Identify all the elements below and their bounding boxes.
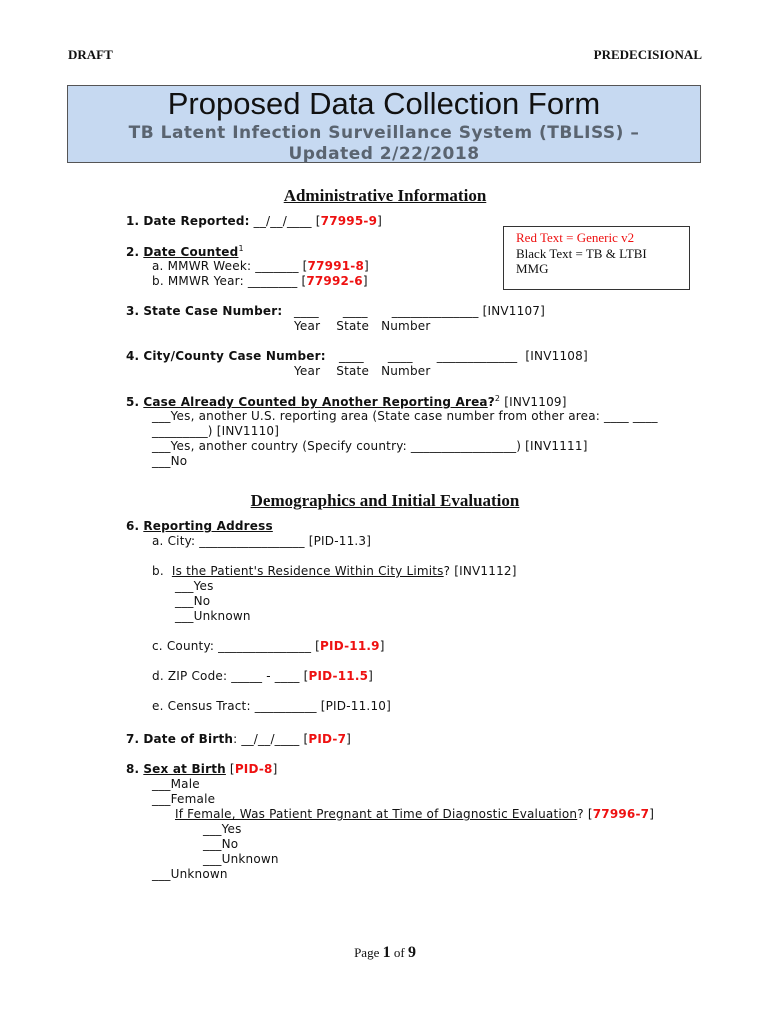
q2a-mmwr-week[interactable] bbox=[152, 259, 369, 273]
q4-city-county-case-number bbox=[126, 349, 326, 363]
q8-pregnant-yes[interactable]: ___Yes bbox=[203, 822, 242, 836]
q5-option-us-area[interactable]: ___Yes, another U.S. reporting area (State case number from other area: ____ ____ bbox=[152, 409, 658, 423]
q6d-label: d. ZIP Code: _____ - ____ [ bbox=[152, 669, 309, 683]
header-draft: DRAFT bbox=[68, 47, 113, 62]
q6-num: 6. bbox=[126, 519, 140, 533]
q8-close: ] bbox=[272, 762, 278, 776]
q2b-close: ] bbox=[362, 274, 368, 288]
q6-label: Reporting Address bbox=[143, 519, 273, 533]
q8-option-unknown[interactable]: ___Unknown bbox=[152, 867, 228, 881]
q6c-code: PID-11.9 bbox=[320, 639, 380, 653]
q8-pregnant-label: If Female, Was Patient Pregnant at Time of Diagnostic Evaluation bbox=[175, 807, 578, 821]
subtitle-line2: Updated 2/22/2018 bbox=[288, 144, 480, 164]
q7-close: ] bbox=[346, 732, 352, 746]
section-demographics: Demographics and Initial Evaluation bbox=[250, 491, 520, 510]
footer-of-word: of bbox=[390, 945, 408, 960]
q5-option-no[interactable]: ___No bbox=[152, 454, 188, 468]
q5-option-country[interactable]: ___Yes, another country (Specify country: _________________) [INV1111] bbox=[152, 439, 588, 453]
q5-label: Case Already Counted by Another Reporting Area bbox=[143, 395, 488, 409]
q5-case-already-counted bbox=[126, 394, 567, 409]
q3-label: State Case Number: bbox=[143, 304, 283, 318]
q7-blank: : __/__/____ [ bbox=[233, 732, 309, 746]
q8-pregnant-close: ] bbox=[649, 807, 655, 821]
q5-code: [INV1109] bbox=[500, 395, 567, 409]
q6c-county[interactable] bbox=[152, 639, 385, 653]
q6c-label: c. County: _______________ [ bbox=[152, 639, 321, 653]
q8-open: [ bbox=[225, 762, 235, 776]
q6a-city[interactable]: a. City: _________________ [PID-11.3] bbox=[152, 534, 372, 548]
q1-blank[interactable]: __/__/____ [ bbox=[249, 214, 321, 228]
q6e-census-tract[interactable]: e. Census Tract: __________ [PID-11.10] bbox=[152, 699, 391, 713]
q8-sex-at-birth bbox=[126, 762, 277, 776]
q6b-label: Is the Patient's Residence Within City Limits bbox=[171, 564, 444, 578]
q5-qmark: ? bbox=[487, 395, 495, 409]
q6d-zip-code[interactable] bbox=[152, 669, 373, 683]
q8-option-female[interactable]: ___Female bbox=[152, 792, 216, 806]
q2b-label: b. MMWR Year: ________ [ bbox=[152, 274, 307, 288]
q7-label: Date of Birth bbox=[143, 732, 234, 746]
q1-code: 77995-9 bbox=[320, 214, 378, 228]
q1-date-reported bbox=[126, 214, 382, 228]
q8-code: PID-8 bbox=[234, 762, 273, 776]
q3-blanks[interactable]: ____ ____ ______________ [INV1107] bbox=[294, 304, 546, 318]
q6c-close: ] bbox=[379, 639, 385, 653]
q3-state-case-number bbox=[126, 304, 282, 318]
legend-black-text-1: Black Text = TB & LTBI bbox=[516, 245, 647, 261]
q2a-label: a. MMWR Week: _______ [ bbox=[152, 259, 308, 273]
q4-sublabels: Year State Number bbox=[294, 364, 431, 378]
q4-num: 4. bbox=[126, 349, 140, 363]
q4-label: City/County Case Number: bbox=[143, 349, 326, 363]
q8-label: Sex at Birth bbox=[143, 762, 226, 776]
q5-option-us-area-cont[interactable]: _________) [INV1110] bbox=[152, 424, 280, 438]
q1-label: Date Reported: bbox=[143, 214, 250, 228]
q3-sublabels: Year State Number bbox=[294, 319, 431, 333]
q6b-option-unknown[interactable]: ___Unknown bbox=[175, 609, 251, 623]
title-box bbox=[67, 85, 701, 163]
q6d-close: ] bbox=[368, 669, 374, 683]
q6b-prefix: b. bbox=[152, 564, 172, 578]
q8-num: 8. bbox=[126, 762, 140, 776]
q2-footnote: 1 bbox=[238, 244, 244, 253]
section-administrative: Administrative Information bbox=[283, 186, 487, 205]
q2a-close: ] bbox=[364, 259, 369, 273]
q8-pregnant-open: ? [ bbox=[577, 807, 593, 821]
page-footer bbox=[0, 944, 770, 962]
q2b-mmwr-year[interactable] bbox=[152, 274, 368, 288]
q8-pregnant-no[interactable]: ___No bbox=[203, 837, 239, 851]
footer-page-word: Page bbox=[354, 945, 383, 960]
header-predecisional: PREDECISIONAL bbox=[593, 47, 702, 62]
q6b-option-no[interactable]: ___No bbox=[175, 594, 211, 608]
q1-close: ] bbox=[377, 214, 383, 228]
q7-code: PID-7 bbox=[308, 732, 347, 746]
q4-blanks[interactable]: ____ ____ _____________ [INV1108] bbox=[339, 349, 588, 363]
q2b-code: 77992-6 bbox=[306, 274, 363, 288]
q6-reporting-address bbox=[126, 519, 273, 533]
q8-pregnant-code: 77996-7 bbox=[592, 807, 650, 821]
q5-num: 5. bbox=[126, 395, 140, 409]
form-subtitle bbox=[68, 123, 700, 165]
q8-option-male[interactable]: ___Male bbox=[152, 777, 200, 791]
q6b-code: ? [INV1112] bbox=[443, 564, 517, 578]
q5-footnote: 2 bbox=[494, 394, 501, 403]
q2a-code: 77991-8 bbox=[307, 259, 365, 273]
q7-date-of-birth[interactable] bbox=[126, 732, 351, 746]
subtitle-line1: TB Latent Infection Surveillance System (TBLISS) – bbox=[128, 123, 640, 143]
q6b-option-yes[interactable]: ___Yes bbox=[175, 579, 214, 593]
q6b-within-city-limits bbox=[152, 564, 517, 578]
q2-date-counted bbox=[126, 244, 244, 259]
form-title: Proposed Data Collection Form bbox=[167, 86, 601, 121]
footer-page-number: 1 bbox=[382, 944, 391, 961]
q3-num: 3. bbox=[126, 304, 140, 318]
q7-num: 7. bbox=[126, 732, 140, 746]
footer-page-total: 9 bbox=[407, 944, 416, 961]
legend-red-text: Red Text = Generic v2 bbox=[516, 230, 635, 245]
q8-pregnant-unknown[interactable]: ___Unknown bbox=[203, 852, 279, 866]
q1-num: 1. bbox=[126, 214, 140, 228]
q2-num: 2. bbox=[126, 245, 140, 259]
q6d-code: PID-11.5 bbox=[308, 669, 369, 683]
q2-label: Date Counted bbox=[143, 245, 239, 259]
color-legend-box bbox=[503, 226, 690, 290]
legend-black-text-2: MMG bbox=[516, 261, 549, 276]
q8-pregnant-question bbox=[175, 807, 654, 821]
